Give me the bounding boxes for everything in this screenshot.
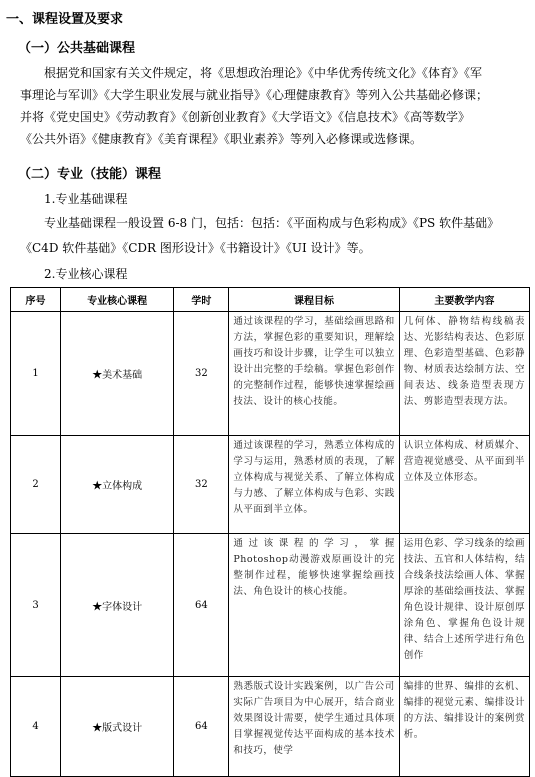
header-hours: 学时: [174, 288, 229, 312]
table-row: [11, 436, 530, 534]
subsection-basic-title: 1.专业基础课程: [44, 192, 128, 206]
section-public-title: （一）公共基础课程: [18, 41, 136, 56]
cell-goal: 通过该课程的学习，熟悉立体构成的学习与运用，熟悉材质的表现，了解立体构成与视觉关系、了解立体构成与力感、了解立体构成与色彩、实践从平面到半立体。: [229, 436, 399, 534]
paragraph-line: 并将《党史国史》《劳动教育》《创新创业教育》《大学语文》《信息技术》《高等数学》: [20, 110, 471, 124]
cell-no: 3: [11, 534, 61, 677]
cell-hours: 64: [174, 677, 229, 777]
cell-content: 几何体、静物结构线稿表达、光影结构表达、色彩原理、色彩造型基础、色彩静物、材质表达绘制方法、空间表达、线条造型表现方法、剪影造型表现方法。: [399, 312, 529, 436]
header-no: 序号: [11, 288, 61, 312]
cell-hours: 32: [174, 436, 229, 534]
subsection-core-title: 2.专业核心课程: [44, 267, 128, 281]
cell-course: ★美术基础: [61, 312, 174, 436]
cell-no: 4: [11, 677, 61, 777]
chapter-heading: 一、课程设置及要求: [6, 12, 124, 27]
table-row: [11, 312, 530, 436]
cell-content: 运用色彩、学习线条的绘画技法、五官和人体结构，结合线条技法绘画人体、掌握厚涂的基础绘画技法、掌握角色设计规律、设计原创厚涂角色、掌握角色设计规律、结合上述所学进行角色创作: [399, 534, 529, 677]
header-course: 专业核心课程: [61, 288, 174, 312]
cell-content: 认识立体构成、材质媒介、营造视觉感受、从平面到半立体及立体形态。: [399, 436, 529, 534]
paragraph-line: 事理论与军训》《大学生职业发展与就业指导》《心理健康教育》等列入公共基础必修课；: [20, 88, 489, 102]
cell-hours: 64: [174, 534, 229, 677]
table-row: [11, 677, 530, 777]
paragraph-line: 根据党和国家有关文件规定，将《思想政治理论》《中华优秀传统文化》《体育》《军: [44, 66, 483, 80]
table-header-row: [11, 288, 530, 312]
cell-hours: 32: [174, 312, 229, 436]
cell-course: ★字体设计: [61, 534, 174, 677]
cell-no: 2: [11, 436, 61, 534]
cell-no: 1: [11, 312, 61, 436]
cell-goal: 通过该课程的学习，基础绘画思路和方法，掌握色彩的重要知识，理解绘画技巧和设计步骤，让学生可以独立设计出完整的手绘稿。掌握色彩创作的完整制作过程，能够快速掌握绘画技法、设计的核心技能。: [229, 312, 399, 436]
cell-course: ★版式设计: [61, 677, 174, 777]
header-goal: 课程目标: [229, 288, 399, 312]
section-major-title: （二）专业（技能）课程: [18, 167, 162, 182]
core-course-table: [10, 287, 530, 777]
cell-course: ★立体构成: [61, 436, 174, 534]
paragraph-line: 《C4D 软件基础》《CDR 图形设计》《书籍设计》《UI 设计》等。: [20, 241, 371, 255]
cell-goal: 通过该课程的学习，掌握Photoshop动漫游戏原画设计的完整制作过程，能够快速掌握绘画技法、角色设计的核心技能。: [229, 534, 399, 677]
paragraph-line: 《公共外语》《健康教育》《美育课程》《职业素养》等列入必修课或选修课。: [20, 132, 423, 146]
cell-content: 编排的世界、编排的玄机、编排的视觉元素、编排设计的方法、编排设计的案例赏析。: [399, 677, 529, 777]
header-content: 主要教学内容: [399, 288, 529, 312]
cell-goal: 熟悉版式设计实践案例，以广告公司实际广告项目为中心展开，结合商业效果图设计需要，使学生通过具体项目掌握视觉传达平面构成的基本技术和技巧，使学: [229, 677, 399, 777]
table-row: [11, 534, 530, 677]
paragraph-line: 专业基础课程一般设置 6-8 门，包括：包括：《平面构成与色彩构成》《PS 软件基础》: [44, 216, 500, 230]
